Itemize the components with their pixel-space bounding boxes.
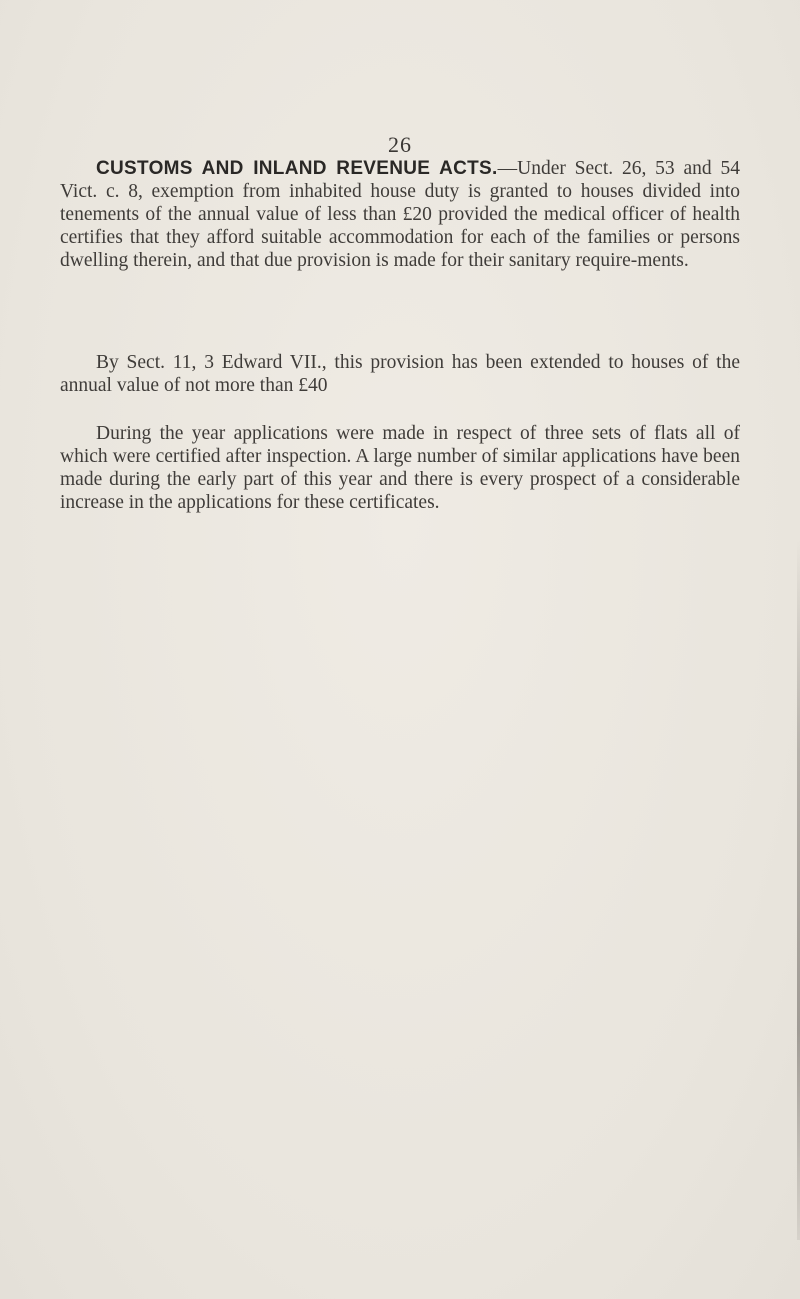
page-number: 26 <box>388 132 412 157</box>
section-heading: CUSTOMS AND INLAND REVENUE ACTS. <box>96 158 498 179</box>
paragraph-text <box>60 157 740 272</box>
paragraph-body: During the year applications were made in respect of three sets of flats all of which were certified after inspection. A large number of similar applications have been made during the early part of this year and there is every prospect of a considerable increase in the applications for these certificates. <box>60 423 740 513</box>
paragraph-body: —Under Sect. 26, 53 and 54 Vict. c. 8, exemption from inhabited house duty is granted to houses divided into tenements of the annual value of less than £20 provided the medical officer of health certifies that they afford suitable accommodation for each of the families or persons dwelling therein, and that due provision is made for their sanitary require-ments. <box>60 158 741 271</box>
paragraph-applications <box>60 422 740 514</box>
paragraph-text <box>60 422 740 514</box>
paragraph-customs-acts <box>60 157 740 272</box>
paragraph-sect-11 <box>60 351 740 397</box>
paragraph-body: By Sect. 11, 3 Edward VII., this provision has been extended to houses of the annual value of not more than £40 <box>60 352 740 396</box>
paragraph-text <box>60 351 740 397</box>
